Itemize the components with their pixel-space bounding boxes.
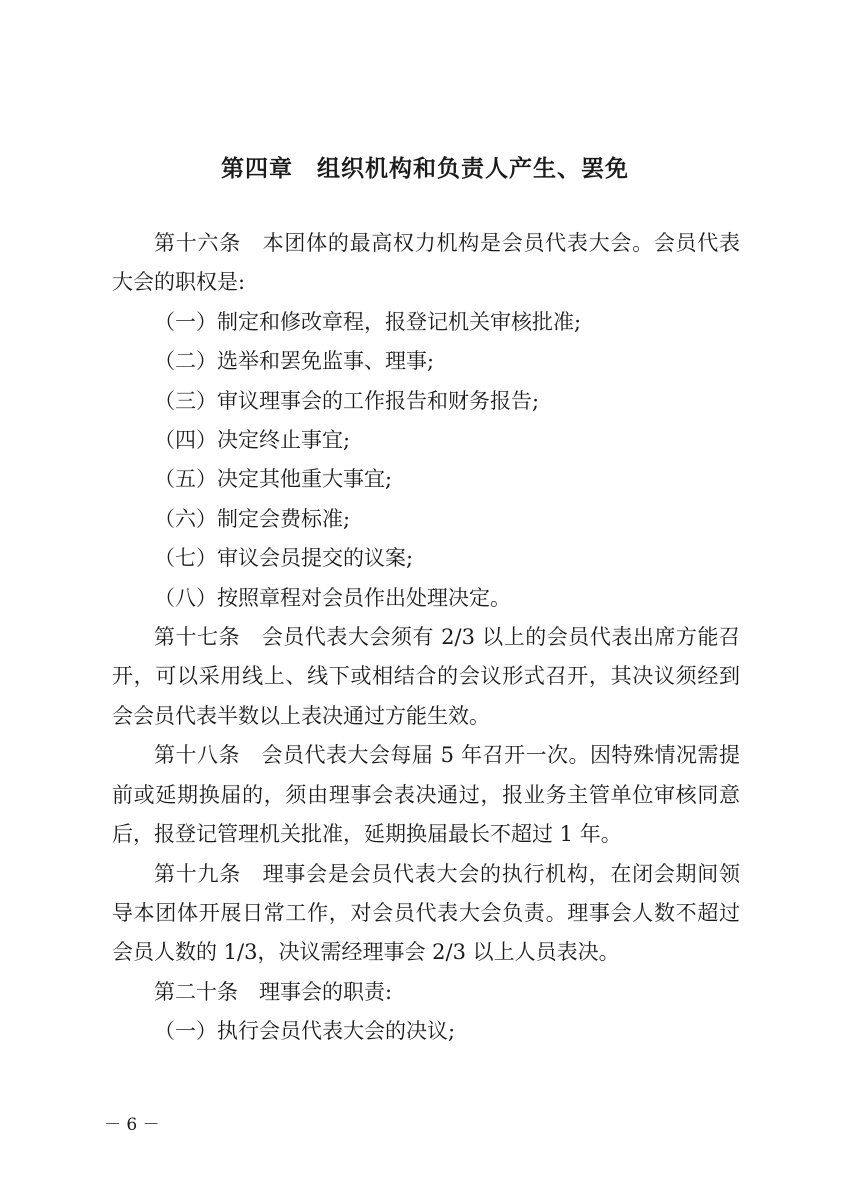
article-16-label: 第十六条 (154, 231, 241, 255)
article-16-item-2: （二）选举和罢免监事、理事; (154, 349, 435, 374)
article-16-item-7: （七）审议会员提交的议案; (154, 546, 414, 571)
article-17-label: 第十七条 (154, 625, 241, 650)
article-16 (112, 224, 740, 303)
article-18-label: 第十八条 (154, 743, 240, 768)
article-17-text: 会员代表大会须有 2/3 以上的会员代表出席方能召开，可以采用线上、线下或相结合的会议形式召开，其决议须经到会会员代表半数以上表决通过方能生效。 (112, 625, 741, 728)
article-20-item-1: （一）执行会员代表大会的决议; (154, 1019, 456, 1044)
article-16-text: 本团体的最高权力机构是会员代表大会。会员代表大会的职权是: (112, 231, 741, 295)
page-number: － 6 － (104, 1115, 160, 1135)
article-18-text: 会员代表大会每届 5 年召开一次。因特殊情况需提前或延期换届的，须由理事会表决通过，报业务主管单位审核同意后，报登记管理机关批准，延期换届最长不超过 1 年。 (112, 743, 741, 847)
document-body (112, 224, 740, 1052)
article-19 (112, 855, 740, 973)
article-19-label: 第十九条 (154, 861, 241, 886)
article-20-text: 理事会的职责: (259, 979, 393, 1004)
article-19-text: 理事会是会员代表大会的执行机构，在闭会期间领导本团体开展日常工作，对会员代表大会负责。理事会人数不超过会员人数的 1/3，决议需经理事会 2/3 以上人员表决。 (112, 861, 741, 965)
article-20-label: 第二十条 (154, 979, 238, 1004)
article-20 (112, 973, 740, 1012)
article-16-item-8: （八）按照章程对会员作出处理决定。 (154, 585, 511, 610)
article-18 (112, 736, 740, 854)
article-16-item-4: （四）决定终止事宜; (154, 428, 351, 453)
article-17 (112, 618, 740, 736)
chapter-title: 第四章 组织机构和负责人产生、罢免 (221, 156, 629, 182)
article-16-item-5: （五）决定其他重大事宜; (154, 467, 393, 492)
article-16-item-1: （一）制定和修改章程，报登记机关审核批准; (154, 309, 582, 334)
article-16-item-3: （三）审议理事会的工作报告和财务报告; (154, 388, 540, 413)
article-16-item-6: （六）制定会费标准; (154, 506, 351, 531)
